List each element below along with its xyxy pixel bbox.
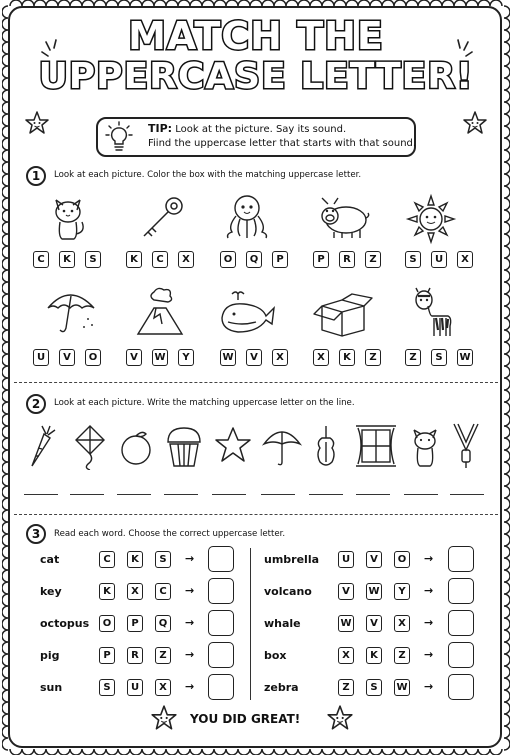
s3-word-octopus: octopus bbox=[40, 617, 90, 630]
volcano-icon bbox=[134, 286, 186, 338]
s3-volcano-arrow: → bbox=[424, 584, 434, 597]
s1-item7-option-w[interactable]: W bbox=[152, 349, 168, 366]
umbrella-small-icon bbox=[262, 424, 302, 468]
sparkle-right-icon bbox=[448, 38, 476, 62]
s3-pig-arrow: → bbox=[185, 648, 195, 661]
s1-item7-option-v[interactable]: V bbox=[126, 349, 142, 366]
s3-sun-option-2[interactable]: U bbox=[127, 679, 143, 696]
s3-sun-option-1[interactable]: S bbox=[99, 679, 115, 696]
s1-item10-option-z[interactable]: Z bbox=[405, 349, 421, 366]
section-1-number: 1 bbox=[26, 166, 46, 186]
star-icon bbox=[214, 426, 252, 464]
section-1-instruction: Look at each picture. Color the box with the matching uppercase letter. bbox=[54, 170, 362, 180]
s3-cat-answer-box[interactable] bbox=[208, 546, 234, 572]
s1-item5-option-u[interactable]: U bbox=[431, 251, 447, 268]
octopus-icon bbox=[222, 192, 272, 244]
s3-zebra-option-1[interactable]: Z bbox=[338, 679, 354, 696]
lightbulb-icon bbox=[104, 121, 134, 153]
answer-line-9[interactable] bbox=[404, 494, 438, 495]
key-icon bbox=[134, 194, 188, 242]
s1-item2-option-c[interactable]: C bbox=[152, 251, 168, 268]
answer-line-1[interactable] bbox=[24, 494, 58, 495]
s3-umbrella-option-2[interactable]: V bbox=[366, 551, 382, 568]
sparkle-left-icon bbox=[38, 38, 66, 62]
s1-item8-option-w[interactable]: W bbox=[220, 349, 236, 366]
s3-octopus-arrow: → bbox=[185, 616, 195, 629]
s1-item9-option-k[interactable]: K bbox=[339, 349, 355, 366]
s3-sun-arrow: → bbox=[185, 680, 195, 693]
star-footer-left-icon bbox=[150, 704, 178, 732]
kite-icon bbox=[72, 424, 108, 470]
s1-item4-option-r[interactable]: R bbox=[339, 251, 355, 268]
s3-pig-option-2[interactable]: R bbox=[127, 647, 143, 664]
s3-pig-answer-box[interactable] bbox=[208, 642, 234, 668]
s3-box-answer-box[interactable] bbox=[448, 642, 474, 668]
s1-item3-option-q[interactable]: Q bbox=[246, 251, 262, 268]
star-doodle-right-icon bbox=[462, 110, 488, 136]
s3-key-option-3[interactable]: C bbox=[155, 583, 171, 600]
s3-whale-option-2[interactable]: V bbox=[366, 615, 382, 632]
s1-item6-option-v[interactable]: V bbox=[59, 349, 75, 366]
star-footer-right-icon bbox=[326, 704, 354, 732]
s3-whale-arrow: → bbox=[424, 616, 434, 629]
s3-pig-option-1[interactable]: P bbox=[99, 647, 115, 664]
s1-item1-option-k[interactable]: K bbox=[59, 251, 75, 268]
s3-octopus-option-2[interactable]: P bbox=[127, 615, 143, 632]
s3-zebra-option-3[interactable]: W bbox=[394, 679, 410, 696]
s3-umbrella-answer-box[interactable] bbox=[448, 546, 474, 572]
s3-key-answer-box[interactable] bbox=[208, 578, 234, 604]
s3-word-box: box bbox=[264, 649, 287, 662]
s3-key-option-1[interactable]: K bbox=[99, 583, 115, 600]
violin-icon bbox=[312, 424, 340, 470]
s1-item2-option-x[interactable]: X bbox=[178, 251, 194, 268]
divider-1 bbox=[14, 382, 498, 383]
s1-item5-option-x[interactable]: X bbox=[457, 251, 473, 268]
section-3-number: 3 bbox=[26, 524, 46, 544]
s3-word-pig: pig bbox=[40, 649, 60, 662]
s3-sun-option-3[interactable]: X bbox=[155, 679, 171, 696]
section-2-instruction: Look at each picture. Write the matching uppercase letter on the line. bbox=[54, 398, 355, 408]
footer-message: YOU DID GREAT! bbox=[190, 712, 301, 726]
s1-item10-option-s[interactable]: S bbox=[431, 349, 447, 366]
s1-item8-option-v[interactable]: V bbox=[246, 349, 262, 366]
tip-label: TIP: bbox=[148, 122, 173, 135]
s1-item2-option-k[interactable]: K bbox=[126, 251, 142, 268]
answer-line-6[interactable] bbox=[261, 494, 295, 495]
s3-word-sun: sun bbox=[40, 681, 63, 694]
s1-item6-option-u[interactable]: U bbox=[33, 349, 49, 366]
s3-box-arrow: → bbox=[424, 648, 434, 661]
s3-word-umbrella: umbrella bbox=[264, 553, 320, 566]
umbrella-icon bbox=[44, 288, 100, 336]
s3-volcano-answer-box[interactable] bbox=[448, 578, 474, 604]
s3-volcano-option-3[interactable]: Y bbox=[394, 583, 410, 600]
s3-octopus-option-1[interactable]: O bbox=[99, 615, 115, 632]
s1-item9-option-x[interactable]: X bbox=[313, 349, 329, 366]
pig-icon bbox=[316, 192, 372, 242]
answer-line-10[interactable] bbox=[450, 494, 484, 495]
s3-key-arrow: → bbox=[185, 584, 195, 597]
s3-word-whale: whale bbox=[264, 617, 301, 630]
s3-cat-option-2[interactable]: K bbox=[127, 551, 143, 568]
s3-octopus-answer-box[interactable] bbox=[208, 610, 234, 636]
section-3-instruction: Read each word. Choose the correct uppercase letter. bbox=[54, 529, 286, 539]
s1-item6-option-o[interactable]: O bbox=[85, 349, 101, 366]
s1-item8-option-x[interactable]: X bbox=[272, 349, 288, 366]
s3-zebra-arrow: → bbox=[424, 680, 434, 693]
cupcake-icon bbox=[164, 422, 204, 468]
cat-icon bbox=[48, 192, 88, 242]
star-doodle-left-icon bbox=[24, 110, 50, 136]
s3-cat-option-3[interactable]: S bbox=[155, 551, 171, 568]
s3-pig-option-3[interactable]: Z bbox=[155, 647, 171, 664]
s3-box-option-1[interactable]: X bbox=[338, 647, 354, 664]
s3-umbrella-option-1[interactable]: U bbox=[338, 551, 354, 568]
answer-line-7[interactable] bbox=[309, 494, 343, 495]
window-icon bbox=[354, 424, 398, 468]
s3-whale-option-3[interactable]: X bbox=[394, 615, 410, 632]
s1-item3-option-p[interactable]: P bbox=[272, 251, 288, 268]
s1-item10-option-w[interactable]: W bbox=[457, 349, 473, 366]
divider-2 bbox=[14, 514, 498, 515]
answer-line-2[interactable] bbox=[70, 494, 104, 495]
s3-volcano-option-1[interactable]: V bbox=[338, 583, 354, 600]
box-icon bbox=[312, 292, 374, 338]
orange-icon bbox=[118, 428, 154, 466]
s3-word-key: key bbox=[40, 585, 62, 598]
s3-whale-answer-box[interactable] bbox=[448, 610, 474, 636]
s3-word-cat: cat bbox=[40, 553, 60, 566]
tip-text bbox=[148, 122, 416, 151]
s3-sun-answer-box[interactable] bbox=[208, 674, 234, 700]
carrot-icon bbox=[28, 424, 58, 468]
answer-line-5[interactable] bbox=[212, 494, 246, 495]
s3-octopus-option-3[interactable]: Q bbox=[155, 615, 171, 632]
s3-whale-option-1[interactable]: W bbox=[338, 615, 354, 632]
s3-cat-option-1[interactable]: C bbox=[99, 551, 115, 568]
s3-word-zebra: zebra bbox=[264, 681, 299, 694]
zipper-icon bbox=[452, 422, 480, 470]
s3-box-option-3[interactable]: Z bbox=[394, 647, 410, 664]
s1-item4-option-z[interactable]: Z bbox=[365, 251, 381, 268]
tip-line-2: Fiind the uppercase letter that starts with that sound. bbox=[148, 138, 417, 149]
section-2-number: 2 bbox=[26, 394, 46, 414]
s3-box-option-2[interactable]: K bbox=[366, 647, 382, 664]
title-line-2: UPPERCASE LETTER! bbox=[38, 56, 474, 97]
s1-item1-option-s[interactable]: S bbox=[85, 251, 101, 268]
s3-volcano-option-2[interactable]: W bbox=[366, 583, 382, 600]
s1-item4-option-p[interactable]: P bbox=[313, 251, 329, 268]
whale-icon bbox=[218, 290, 278, 336]
s1-item3-option-o[interactable]: O bbox=[220, 251, 236, 268]
s3-zebra-answer-box[interactable] bbox=[448, 674, 474, 700]
s3-cat-arrow: → bbox=[185, 552, 195, 565]
sun-icon bbox=[404, 192, 458, 246]
tip-line-1: Look at the picture. Say its sound. bbox=[175, 124, 347, 135]
s1-item1-option-c[interactable]: C bbox=[33, 251, 49, 268]
s3-umbrella-option-3[interactable]: O bbox=[394, 551, 410, 568]
s3-umbrella-arrow: → bbox=[424, 552, 434, 565]
cat-small-icon bbox=[408, 426, 442, 468]
s1-item7-option-y[interactable]: Y bbox=[178, 349, 194, 366]
answer-line-3[interactable] bbox=[117, 494, 151, 495]
answer-line-4[interactable] bbox=[164, 494, 198, 495]
s3-key-option-2[interactable]: X bbox=[127, 583, 143, 600]
s1-item9-option-z[interactable]: Z bbox=[365, 349, 381, 366]
s1-item5-option-s[interactable]: S bbox=[405, 251, 421, 268]
answer-line-8[interactable] bbox=[356, 494, 390, 495]
section-3-divider bbox=[250, 548, 251, 700]
s3-word-volcano: volcano bbox=[264, 585, 312, 598]
title-line-1: MATCH THE bbox=[128, 14, 384, 58]
s3-zebra-option-2[interactable]: S bbox=[366, 679, 382, 696]
zebra-icon bbox=[410, 286, 456, 340]
